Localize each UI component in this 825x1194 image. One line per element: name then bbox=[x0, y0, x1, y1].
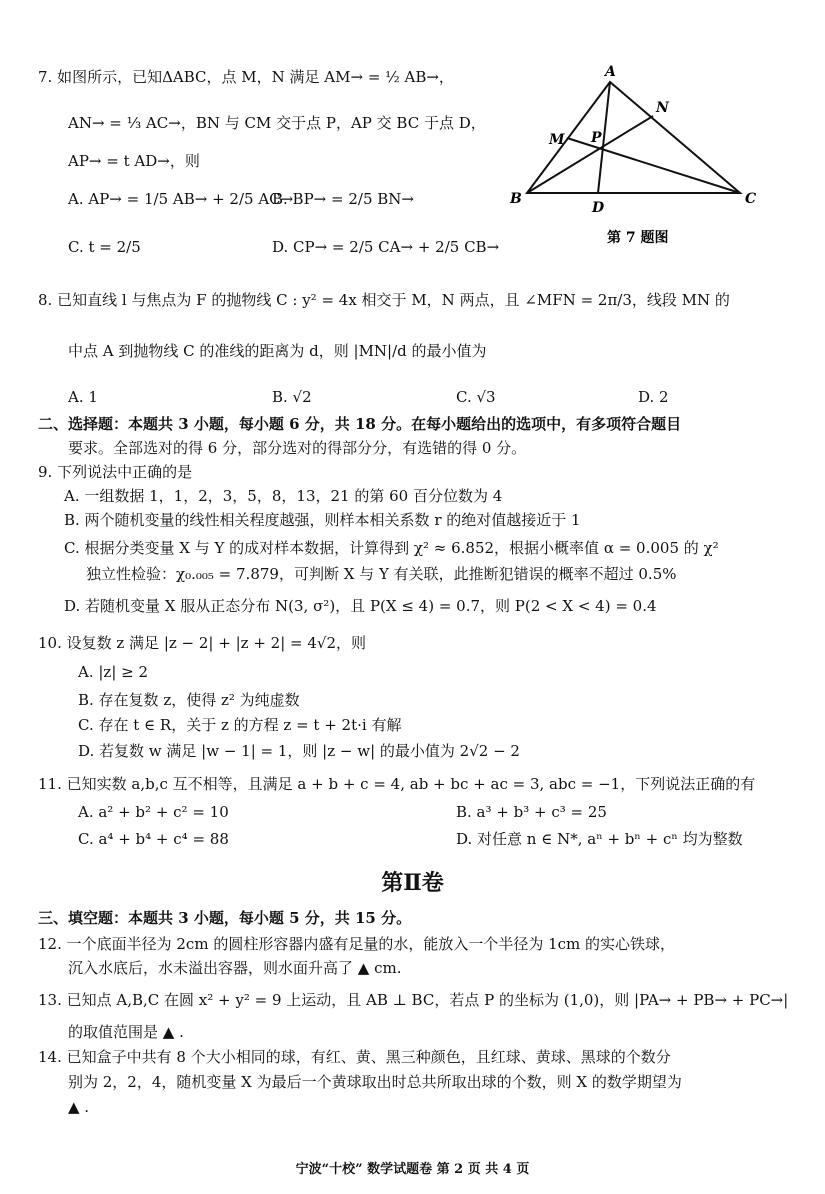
q7-triangle-figure bbox=[505, 60, 770, 250]
label-n: N bbox=[656, 100, 669, 116]
q13-line1: 13. 已知点 A,B,C 在圆 x² + y² = 9 上运动，且 AB ⊥ BC，若点 P 的坐标为 (1,0)，则 |PA→ + PB→ + PC→| bbox=[38, 991, 789, 1009]
q11-option-a: A. a² + b² + c² = 10 bbox=[78, 803, 229, 821]
q10-option-a: A. |z| ≥ 2 bbox=[78, 663, 149, 681]
q8-line2: 中点 A 到抛物线 C 的准线的距离为 d，则 |MN|/d 的最小值为 bbox=[68, 342, 487, 360]
label-m: M bbox=[549, 132, 565, 148]
q8-option-b: B. √2 bbox=[272, 388, 312, 406]
segment-bn bbox=[527, 116, 653, 193]
q10-option-d: D. 若复数 w 满足 |w − 1| = 1，则 |z − w| 的最小值为 2√2 − 2 bbox=[78, 742, 520, 760]
q9-option-a: A. 一组数据 1，1，2，3，5，8，13，21 的第 60 百分位数为 4 bbox=[64, 487, 503, 505]
section2-heading-line1: 二、选择题：本题共 3 小题，每小题 6 分，共 18 分。在每小题给出的选项中，有多项符合题目 bbox=[38, 415, 682, 433]
section2-heading-line2: 要求。全部选对的得 6 分，部分选对的得部分分，有选错的得 0 分。 bbox=[68, 439, 527, 457]
label-b: B bbox=[510, 191, 522, 207]
q12-line2: 沉入水底后，水未溢出容器，则水面升高了 ▲ cm. bbox=[68, 959, 402, 977]
q7-option-d: D. CP→ = 2/5 CA→ + 2/5 CB→ bbox=[272, 238, 500, 256]
q14-line3: ▲ . bbox=[68, 1098, 90, 1116]
segment-cm bbox=[567, 138, 740, 193]
q13-line2: 的取值范围是 ▲ . bbox=[68, 1023, 184, 1041]
q11-stem: 11. 已知实数 a,b,c 互不相等，且满足 a + b + c = 4, ab + bc + ac = 3, abc = −1，下列说法正确的有 bbox=[38, 775, 756, 793]
q9-option-c-line2: 独立性检验：χ₀.₀₀₅ = 7.879，可判断 X 与 Y 有关联，此推断犯错误的概率不超过 0.5% bbox=[86, 565, 677, 583]
q14-line1: 14. 已知盒子中共有 8 个大小相同的球，有红、黄、黑三种颜色，且红球、黄球、黑球的个数分 bbox=[38, 1048, 671, 1066]
q11-option-d: D. 对任意 n ∈ N*, aⁿ + bⁿ + cⁿ 均为整数 bbox=[456, 830, 743, 848]
figure-caption: 第 7 题图 bbox=[607, 230, 669, 246]
page-footer: 宁波“十校” 数学试题卷 第 2 页 共 4 页 bbox=[295, 1162, 530, 1177]
q7-line3: AP→ = t AD→，则 bbox=[68, 152, 200, 170]
q7-line2: AN→ = ⅓ AC→，BN 与 CM 交于点 P，AP 交 BC 于点 D， bbox=[68, 114, 486, 132]
q9-option-d: D. 若随机变量 X 服从正态分布 N(3, σ²)，且 P(X ≤ 4) = 0.7，则 P(2 < X < 4) = 0.4 bbox=[64, 597, 657, 615]
q9-option-c-line1: C. 根据分类变量 X 与 Y 的成对样本数据，计算得到 χ² ≈ 6.852，根据小概率值 α = 0.005 的 χ² bbox=[64, 539, 719, 557]
label-d: D bbox=[592, 200, 605, 216]
q8-option-c: C. √3 bbox=[456, 388, 496, 406]
label-c: C bbox=[745, 191, 757, 207]
label-p: P bbox=[591, 130, 602, 146]
q8-option-d: D. 2 bbox=[638, 388, 669, 406]
q12-line1: 12. 一个底面半径为 2cm 的圆柱形容器内盛有足量的水，能放入一个半径为 1cm 的实心铁球， bbox=[38, 935, 676, 953]
q9-option-b: B. 两个随机变量的线性相关程度越强，则样本相关系数 r 的绝对值越接近于 1 bbox=[64, 511, 581, 529]
q11-option-b: B. a³ + b³ + c³ = 25 bbox=[456, 803, 607, 821]
q8-option-a: A. 1 bbox=[68, 388, 98, 406]
q8-line1: 8. 已知直线 l 与焦点为 F 的抛物线 C : y² = 4x 相交于 M，N 两点，且 ∠MFN = 2π/3，线段 MN 的 bbox=[38, 291, 730, 309]
q9-stem: 9. 下列说法中正确的是 bbox=[38, 463, 193, 481]
label-a: A bbox=[605, 64, 616, 80]
q10-stem: 10. 设复数 z 满足 |z − 2| + |z + 2| = 4√2，则 bbox=[38, 634, 367, 652]
q14-line2: 别为 2，2，4，随机变量 X 为最后一个黄球取出时总共所取出球的个数，则 X 的数学期望为 bbox=[68, 1073, 682, 1091]
q7-option-b: B. BP→ = 2/5 BN→ bbox=[272, 190, 414, 208]
q7-option-c: C. t = 2/5 bbox=[68, 238, 141, 256]
part2-title: 第Ⅱ卷 bbox=[381, 870, 444, 896]
q11-option-c: C. a⁴ + b⁴ + c⁴ = 88 bbox=[78, 830, 229, 848]
q7-option-a: A. AP→ = 1/5 AB→ + 2/5 AC→ bbox=[68, 190, 294, 208]
q7-line1: 7. 如图所示，已知ΔABC，点 M，N 满足 AM→ = ½ AB→， bbox=[38, 68, 454, 86]
q10-option-c: C. 存在 t ∈ R，关于 z 的方程 z = t + 2t·i 有解 bbox=[78, 716, 402, 734]
q10-option-b: B. 存在复数 z，使得 z² 为纯虚数 bbox=[78, 691, 300, 709]
section3-heading: 三、填空题：本题共 3 小题，每小题 5 分，共 15 分。 bbox=[38, 909, 412, 927]
